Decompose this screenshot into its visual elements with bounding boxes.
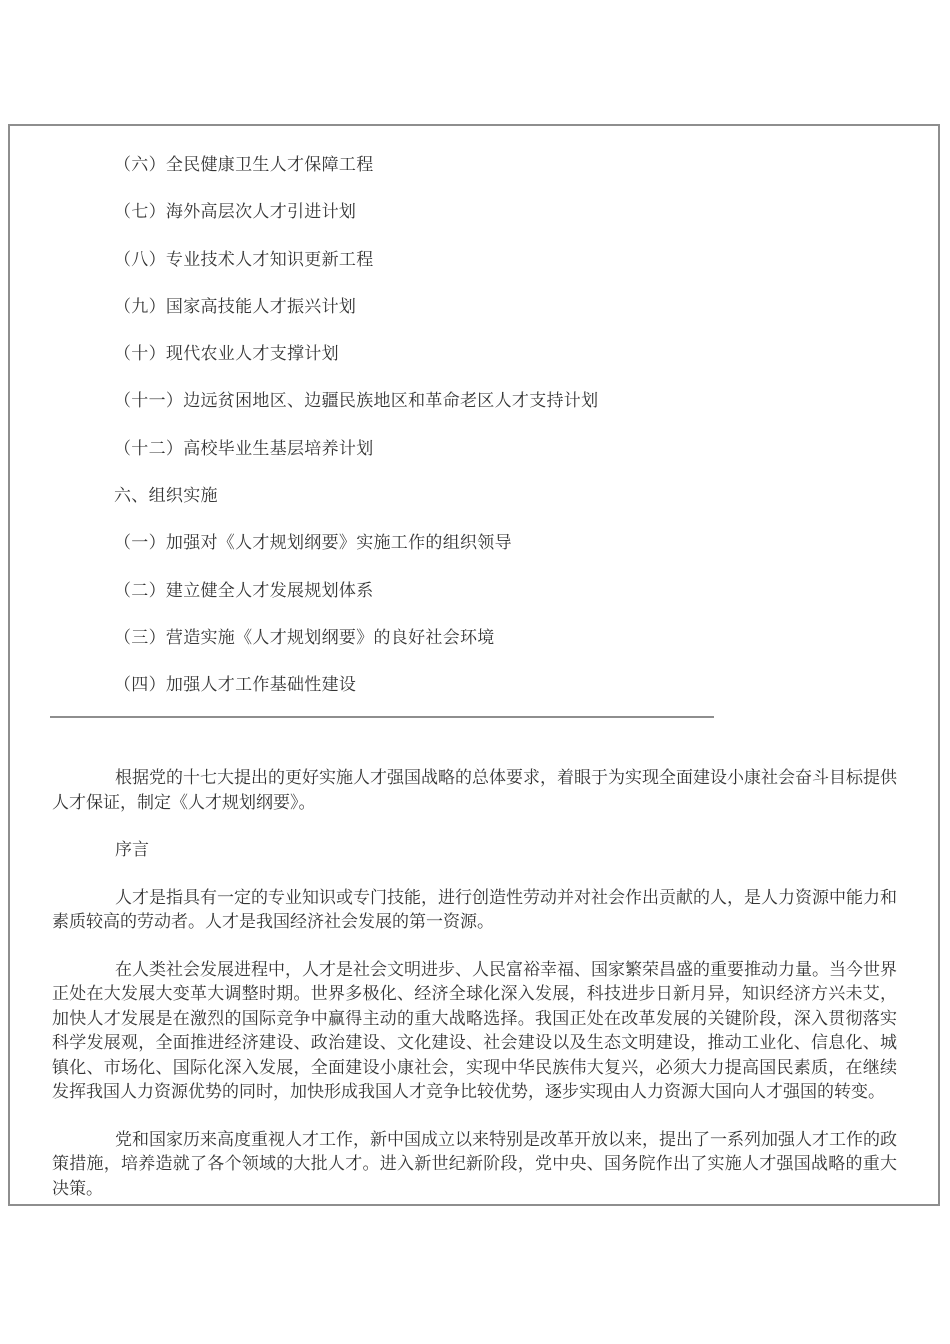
toc-sub-item: （三）营造实施《人才规划纲要》的良好社会环境 (114, 627, 495, 648)
toc-item: （十）现代农业人才支撑计划 (114, 344, 339, 365)
toc-sub-item: （四）加强人才工作基础性建设 (114, 675, 357, 696)
toc-item: （十二）高校毕业生基层培养计划 (114, 438, 374, 459)
toc-section-heading: 六、组织实施 (114, 486, 218, 507)
body-paragraph: 在人类社会发展进程中，人才是社会文明进步、人民富裕幸福、国家繁荣昌盛的重要推动力量。当今世界正处在大发展大变革大调整时期。世界多极化、经济全球化深入发展，科技进步日新月异，知识经济方兴未艾，加快人才发展是在激烈的国际竞争中赢得主动的重大战略选择。我国正处在改革发展的关键阶段，深入贯彻落实科学发展观，全面推进经济建设、政治建设、文化建设、社会建设以及生态文明建设，推动工业化、信息化、城镇化、市场化、国际化深入发展，全面建设小康社会，实现中华民族伟大复兴，必须大力提高国民素质，在继续发挥我国人力资源优势的同时，加快形成我国人才竞争比较优势，逐步实现由人力资源大国向人才强国的转变。 (52, 959, 897, 1102)
table-of-contents (114, 150, 598, 718)
toc-item: （七）海外高层次人才引进计划 (114, 202, 357, 223)
toc-item: （八）专业技术人才知识更新工程 (114, 249, 374, 270)
preface-heading: 序言 (115, 840, 149, 860)
toc-sub-item: （一）加强对《人才规划纲要》实施工作的组织领导 (114, 533, 512, 554)
toc-item: （十一）边远贫困地区、边疆民族地区和革命老区人才支持计划 (114, 391, 599, 412)
section-divider (50, 716, 714, 718)
intro-paragraph: 根据党的十七大提出的更好实施人才强国战略的总体要求，着眼于为实现全面建设小康社会奋斗目标提供人才保证，制定《人才规划纲要》。 (52, 768, 897, 813)
body-paragraph: 人才是指具有一定的专业知识或专门技能，进行创造性劳动并对社会作出贡献的人，是人力资源中能力和素质较高的劳动者。人才是我国经济社会发展的第一资源。 (52, 887, 897, 932)
toc-item: （六）全民健康卫生人才保障工程 (114, 155, 374, 175)
document-body (52, 766, 897, 1206)
toc-sub-item: （二）建立健全人才发展规划体系 (114, 580, 374, 601)
body-paragraph: 党和国家历来高度重视人才工作，新中国成立以来特别是改革开放以来，提出了一系列加强人才工作的政策措施，培养造就了各个领域的大批人才。进入新世纪新阶段，党中央、国务院作出了实施人才强国战略的重大决策。 (52, 1129, 897, 1199)
toc-item: （九）国家高技能人才振兴计划 (114, 296, 357, 317)
document-frame (8, 124, 940, 1206)
